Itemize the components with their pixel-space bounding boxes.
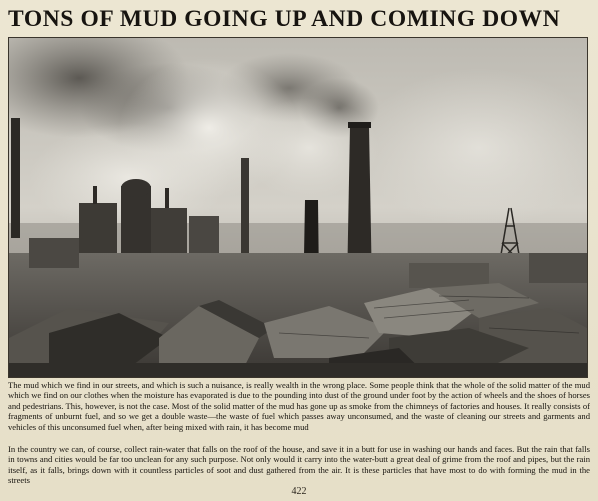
caption-paragraph-2 [8,444,590,486]
industrial-photograph [8,37,588,378]
caption-text-1: The mud which we find in our streets, and which is such a nuisance, is really wealth in the wrong place. Some people think that the whole of the solid matter of the mud which we find on our clothes when the moisture has evaporated is due to the pounding into dust of the ground under foot by the action of wheels and the shoes of horses and pedestrians. This, however, is not the case. Most of the solid matter of the mud has gone up as smoke from the chimneys of factories and houses. It really consists of fragments of unburnt fuel, and so we get a double waste—the waste of fuel which passes away unconsumed, and the waste of cleaning our streets and garments and vehicles of this unconsumed fuel when, after being mixed with rain, it has become mud [8,380,590,432]
photo-illustration [9,38,587,377]
caption-paragraph-1 [8,380,590,432]
article-title: TONS OF MUD GOING UP AND COMING DOWN [8,6,561,32]
caption-text-2: In the country we can, of course, collect rain-water that falls on the roof of the house, and save it in a butt for use in washing our hands and faces. But the rain that falls in towns and cities would be far too unclean for any such purpose. Not only would it carry into the water-butt a great deal of grime from the roof and pipes, but the rain itself, as it falls, brings down with it countless particles of soot and dust gathered from the air. It is these particles that have most to do with forming the mud in the streets [8,444,590,486]
page-number: 422 [291,486,307,497]
